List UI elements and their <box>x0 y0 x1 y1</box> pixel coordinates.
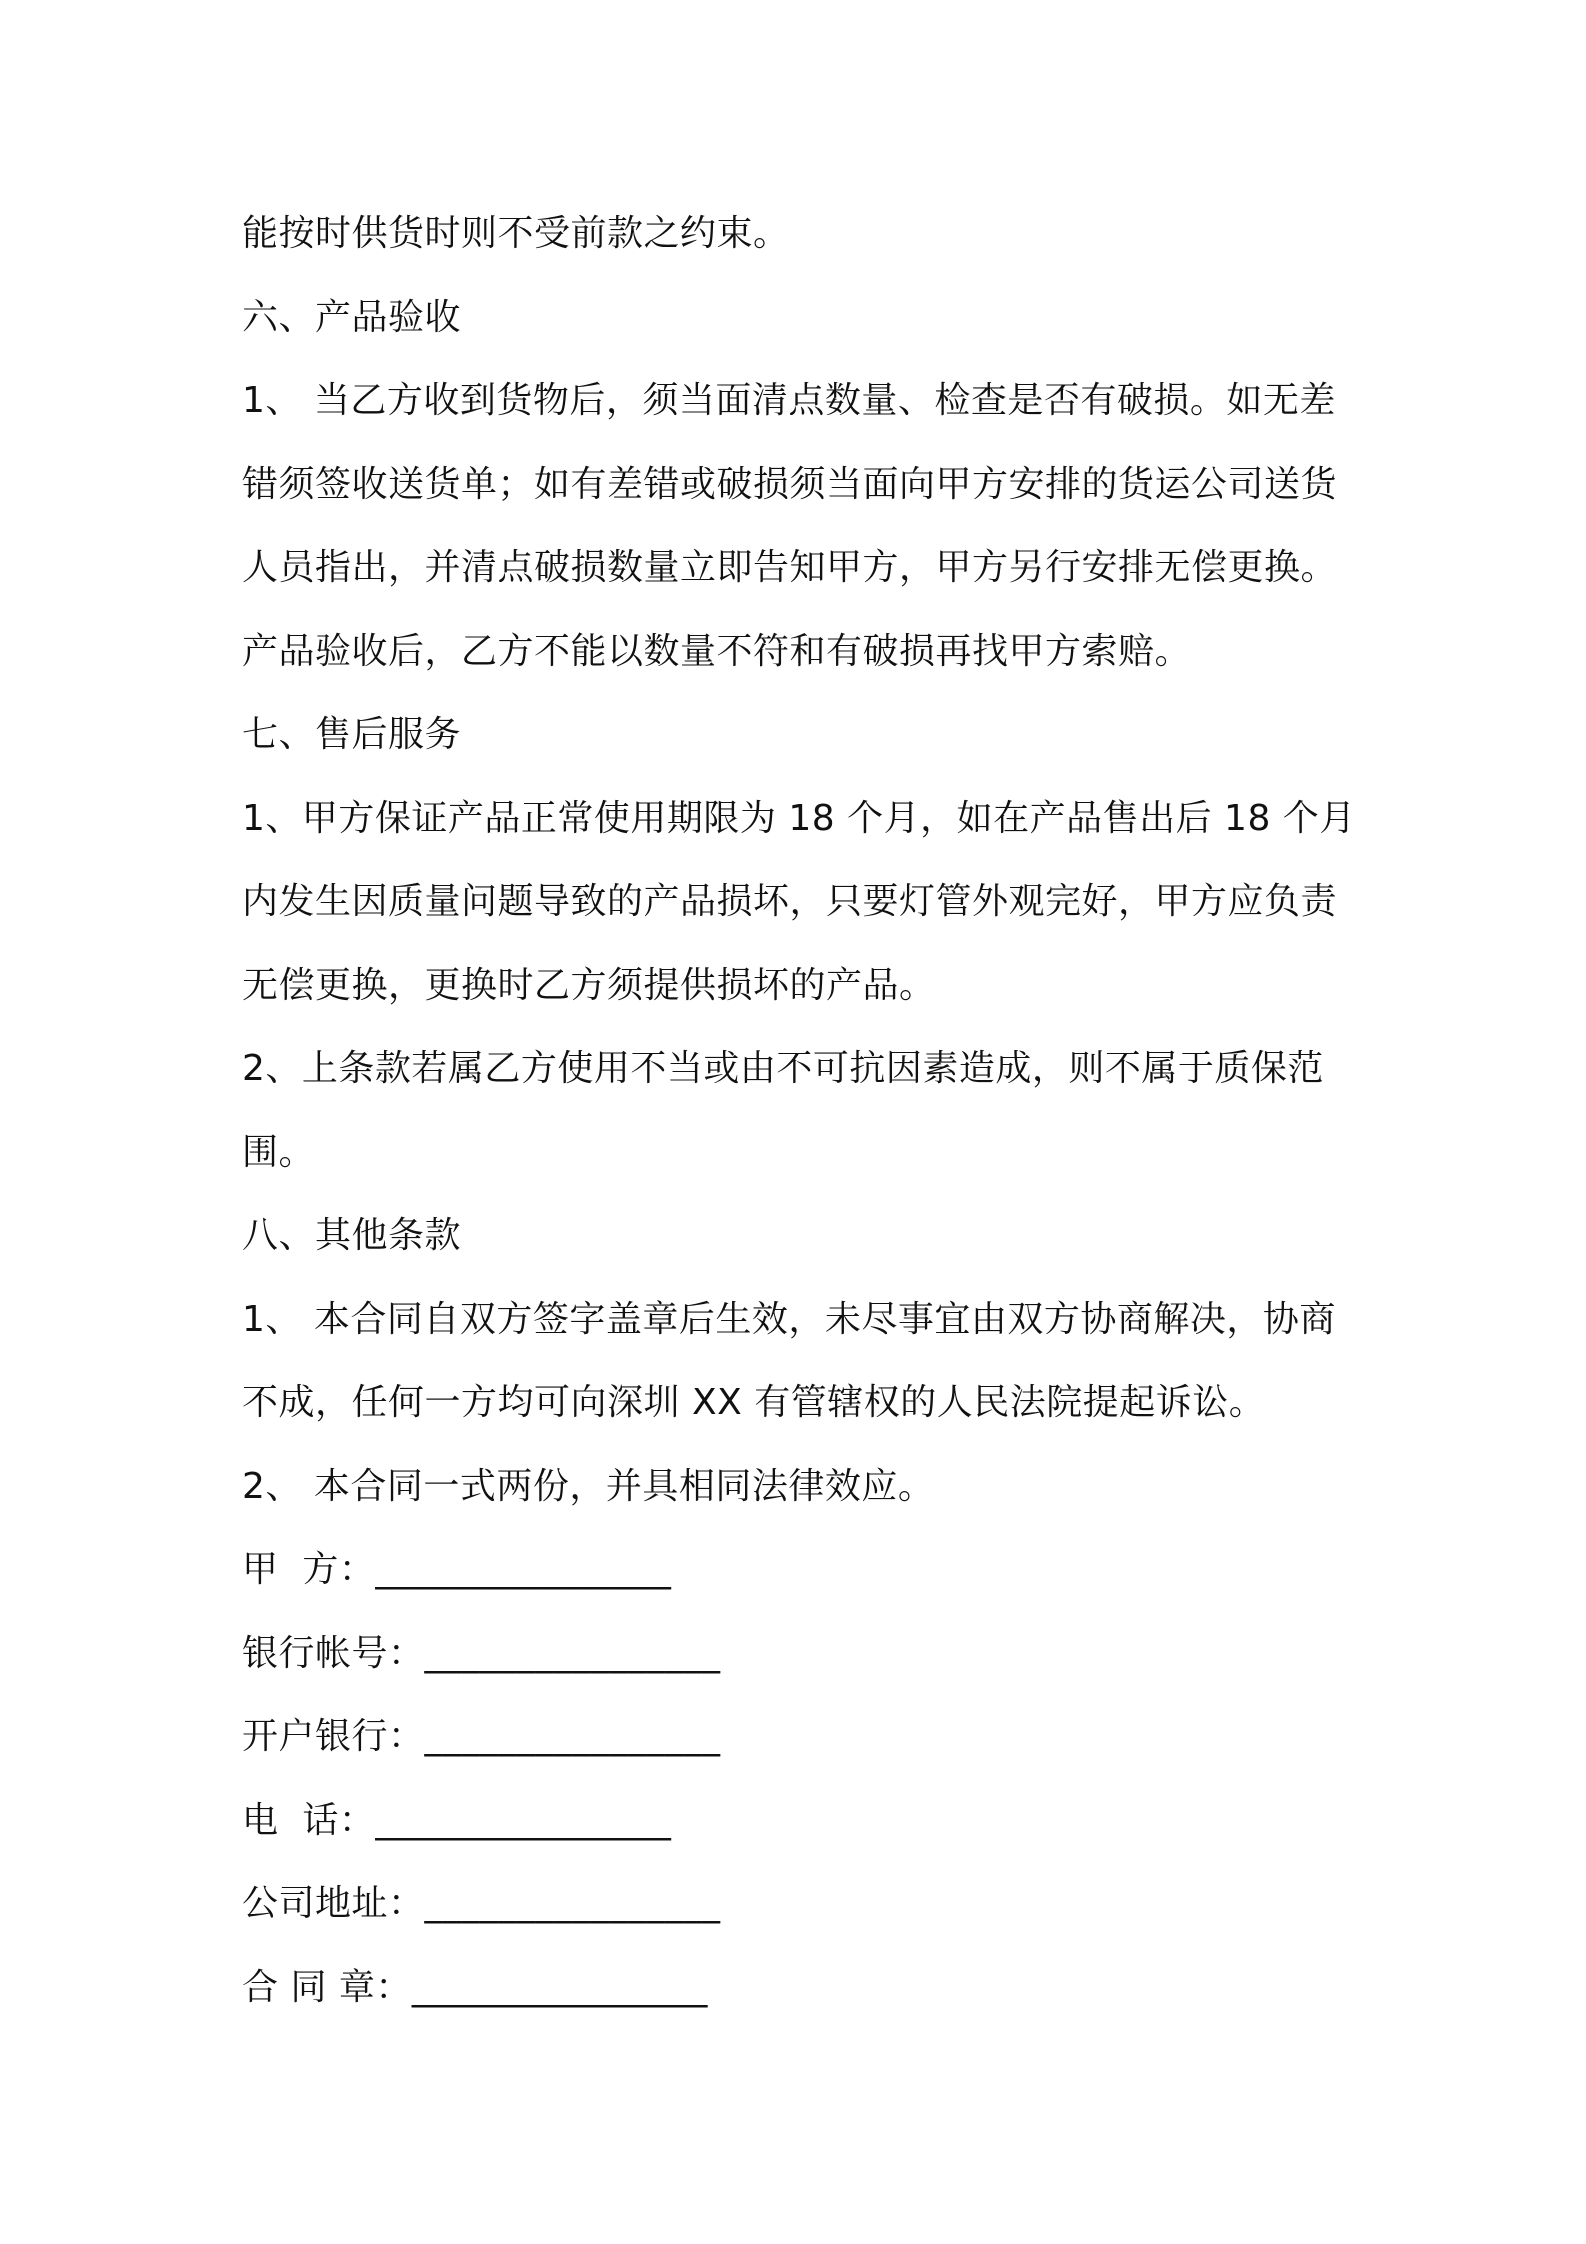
signature-field-address: 公司地址：________________ <box>242 1883 721 1924</box>
document-body <box>242 192 1362 2029</box>
section-heading: 六、产品验收 <box>242 296 462 338</box>
section-heading: 七、售后服务 <box>242 714 462 755</box>
signature-field-phone: 电 话：________________ <box>242 1799 672 1841</box>
signature-field-bank-account: 银行帐号：________________ <box>242 1632 721 1674</box>
paragraph-line: 2、上条款若属乙方使用不当或由不可抗因素造成，则不属于质保范 <box>242 1048 1324 1089</box>
paragraph-line: 错须签收送货单；如有差错或破损须当面向甲方安排的货运公司送货 <box>242 463 1338 505</box>
signature-field-party-a: 甲 方：________________ <box>242 1549 672 1590</box>
section-heading: 八、其他条款 <box>242 1215 462 1256</box>
signature-field-bank: 开户银行：________________ <box>242 1716 721 1757</box>
paragraph-line: 围。 <box>242 1131 316 1173</box>
paragraph-line: 无偿更换，更换时乙方须提供损坏的产品。 <box>242 964 936 1006</box>
paragraph-line: 1、甲方保证产品正常使用期限为 18 个月，如在产品售出后 18 个月 <box>242 797 1356 839</box>
paragraph-line: 2、 本合同一式两份，并具相同法律效应。 <box>242 1465 935 1507</box>
paragraph-line: 不成，任何一方均可向深圳 XX 有管辖权的人民法院提起诉讼。 <box>242 1382 1266 1423</box>
paragraph-line: 1、 本合同自双方签字盖章后生效，未尽事宜由双方协商解决，协商 <box>242 1298 1336 1340</box>
signature-field-seal: 合 同 章：________________ <box>242 1966 708 2008</box>
paragraph-line: 人员指出，并清点破损数量立即告知甲方，甲方另行安排无偿更换。 <box>242 547 1338 588</box>
paragraph-line: 产品验收后，乙方不能以数量不符和有破损再找甲方索赔。 <box>242 630 1192 672</box>
paragraph-line: 内发生因质量问题导致的产品损坏，只要灯管外观完好，甲方应负责 <box>242 881 1338 922</box>
paragraph-line: 能按时供货时则不受前款之约束。 <box>242 213 790 254</box>
paragraph-line: 1、 当乙方收到货物后，须当面清点数量、检查是否有破损。如无差 <box>242 380 1336 421</box>
